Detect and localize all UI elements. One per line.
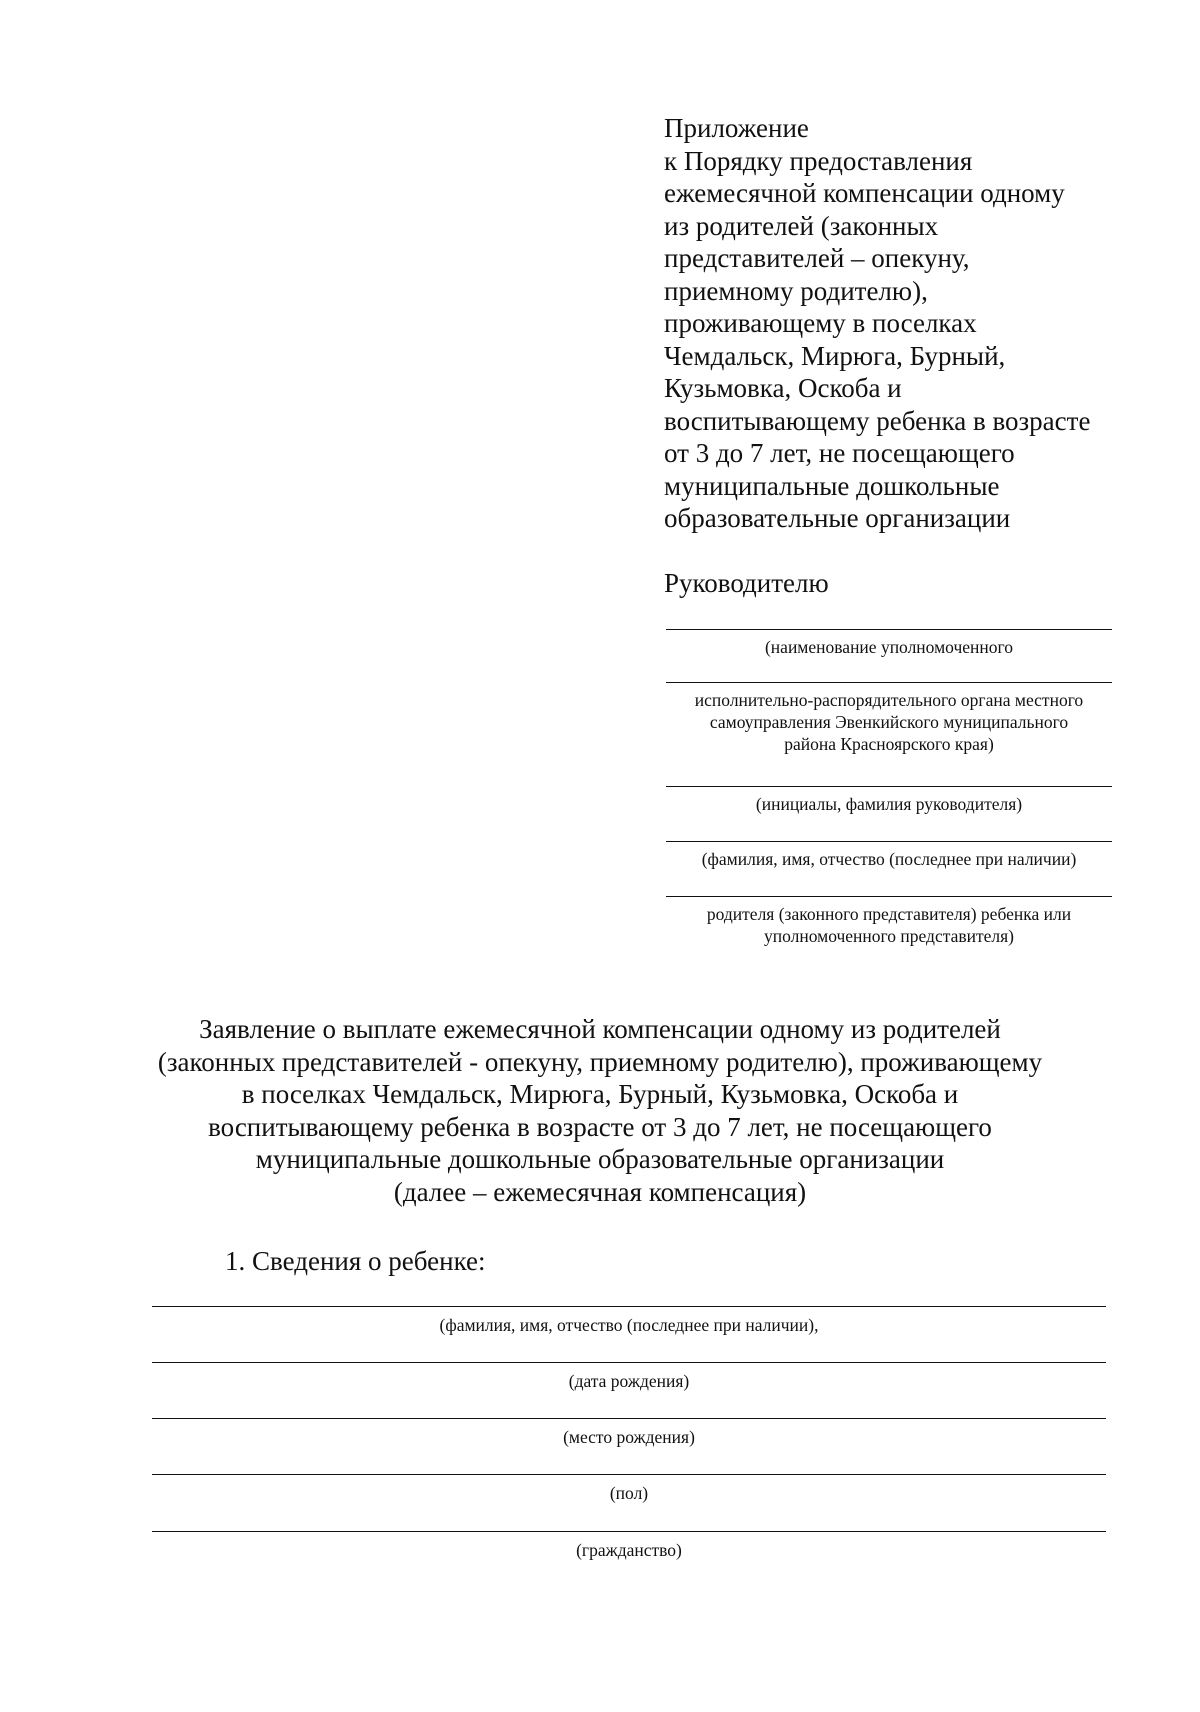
appendix-line: ежемесячной компенсации одному [664,178,1065,208]
applicant-role-field[interactable] [666,896,1112,947]
statement-title [100,1013,1100,1208]
appendix-line: Кузьмовка, Оскоба и [664,373,902,403]
child-sex-field[interactable] [152,1474,1106,1504]
appendix-line: представителей – опекуну, [664,243,970,273]
child-birth-place-field[interactable] [152,1418,1106,1448]
statement-line: (законных представителей - опекуну, приемному родителю), проживающему [157,1046,1043,1077]
child-birth-date-field[interactable] [152,1362,1106,1392]
fill-in-line[interactable] [666,896,1112,897]
appendix-line: от 3 до 7 лет, не посещающего [664,438,1015,468]
appendix-header [664,112,1134,535]
statement-line: в поселках Чемдальск, Мирюга, Бурный, Кузьмовка, Оскоба и [241,1079,959,1109]
field-caption: (дата рождения) [568,1371,690,1391]
child-info-heading: 1. Сведения о ребенке: [225,1246,486,1276]
fill-in-line[interactable] [152,1362,1106,1363]
appendix-line: воспитывающему ребенка в возрасте [664,405,1091,436]
field-caption: (место рождения) [563,1427,695,1447]
fill-in-line[interactable] [666,786,1112,787]
child-citizenship-field[interactable] [152,1531,1106,1561]
fill-in-line[interactable] [152,1306,1106,1307]
appendix-line: Чемдальск, Мирюга, Бурный, [664,340,1006,371]
field-caption: (инициалы, фамилия руководителя) [755,794,1023,814]
field-caption: (фамилия, имя, отчество (последнее при наличии) [701,849,1077,869]
authority-name-field[interactable] [666,629,1112,658]
statement-line: воспитывающему ребенка в возрасте от 3 до 7 лет, не посещающего [208,1111,992,1142]
field-caption: (фамилия, имя, отчество (последнее при наличии), [439,1315,819,1335]
recipient-title: Руководителю [664,568,829,598]
field-caption: (наименование уполномоченного [764,637,1014,657]
appendix-line: муниципальные дошкольные [664,470,1000,501]
statement-line: (далее – ежемесячная компенсация) [393,1176,807,1207]
fill-in-line[interactable] [152,1418,1106,1419]
appendix-line: проживающему в поселках [664,308,977,338]
fill-in-line[interactable] [666,682,1112,683]
field-caption: (гражданство) [576,1540,682,1560]
appendix-line: к Порядку предоставления [664,145,973,176]
appendix-line: из родителей (законных [664,210,939,241]
appendix-line: приемному родителю), [664,275,928,306]
fill-in-line[interactable] [666,841,1112,842]
appendix-line: образовательные организации [664,503,1011,533]
fill-in-line[interactable] [152,1531,1106,1532]
appendix-line: Приложение [664,113,809,143]
fill-in-line[interactable] [152,1474,1106,1475]
field-caption: (пол) [609,1483,649,1503]
field-caption: исполнительно-распорядительного органа местного самоуправления Эвенкийского муниципального района Красноярского края) [694,690,1084,754]
statement-line: Заявление о выплате ежемесячной компенсации одному из родителей [199,1014,1001,1044]
child-full-name-field[interactable] [152,1306,1106,1336]
field-caption: родителя (законного представителя) ребенка или уполномоченного представителя) [706,904,1072,946]
head-name-field[interactable] [666,786,1112,815]
fill-in-line[interactable] [666,629,1112,630]
statement-line: муниципальные дошкольные образовательные организации [255,1144,945,1174]
authority-name-continued-field[interactable] [666,682,1112,755]
applicant-name-field[interactable] [666,841,1112,870]
